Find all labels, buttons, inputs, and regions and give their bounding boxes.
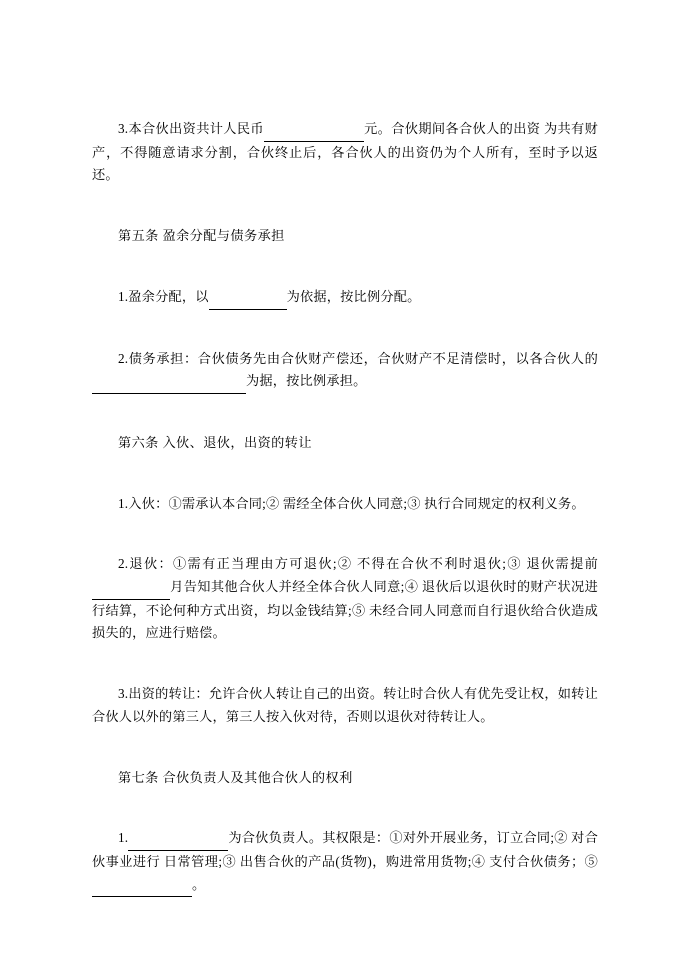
text-run: 为依据，按比例分配。 [286,288,421,304]
text-run: 元。合伙期间各合伙人的出资 为共有财产，不得随意请求分割，合伙终止后，各合伙人的出资仍为个人所有，至时予以返还。 [92,121,598,183]
text-run: 3.出资的转让：允许合伙人转让自己的出资。转让时合伙人有优先受让权，如转让合伙人以外的第三人，第三人按入伙对待，否则以退伙对待转让人。 [92,686,598,724]
paragraph-withdrawal [92,553,598,645]
fill-in-blank[interactable] [92,874,192,898]
text-run: 2.退伙：①需有正当理由方可退伙;② 不得在合伙不利时退伙;③ 退伙需提前 [118,556,598,572]
fill-in-blank[interactable] [92,576,170,600]
text-run: 1.盈余分配，以 [118,288,209,304]
section-heading-article-six-heading [92,432,598,455]
paragraph-transfer-of-capital [92,683,598,728]
paragraph-profit-distribution [92,286,598,310]
text-run: 。 [192,876,206,892]
text-run: 2.债务承担：合伙债务先由合伙财产偿还，合伙财产不足清偿时，以各合伙人的 [118,350,598,366]
paragraph-capital-total [92,118,598,187]
text-run: 第七条 合伙负责人及其他合伙人的权利 [118,769,353,785]
document-body [92,118,598,897]
paragraph-joining [92,493,598,516]
text-run: 3.本合伙出资共计人民币 [118,121,264,136]
fill-in-blank[interactable] [264,118,364,142]
text-run: 第六条 入伙、退伙，出资的转让 [118,434,312,450]
text-run: 第五条 盈余分配与债务承担 [118,228,285,244]
paragraph-debt-liability [92,348,598,394]
text-run: 为合伙负责人。其权限是：①对外开展业务，订立合同;② 对合伙事业进行 日常管理;③ 出售合伙的产品(货物)，购进常用货物;④ 支付合伙债务；⑤ [92,830,598,869]
text-run: 1. [118,830,129,846]
section-heading-article-seven-heading [92,767,598,790]
text-run: 为据，按比例承担。 [246,373,367,389]
fill-in-blank[interactable] [128,827,228,851]
fill-in-blank[interactable] [92,370,154,394]
fill-in-blank[interactable] [154,370,246,394]
paragraph-responsible-person [92,827,598,897]
text-run: 月告知其他合伙人并经全体合伙人同意;④ 退伙后以退伙时的财产状况进行结算，不论何种方式出资，均以金钱结算;⑤ 未经合同人同意而自行退伙给合伙造成损失的，应进行赔偿。 [92,579,598,641]
section-heading-article-five-heading [92,225,598,248]
text-run: 1.入伙：①需承认本合同;② 需经全体合伙人同意;③ 执行合同规定的权利义务。 [118,495,585,511]
fill-in-blank[interactable] [209,286,287,310]
